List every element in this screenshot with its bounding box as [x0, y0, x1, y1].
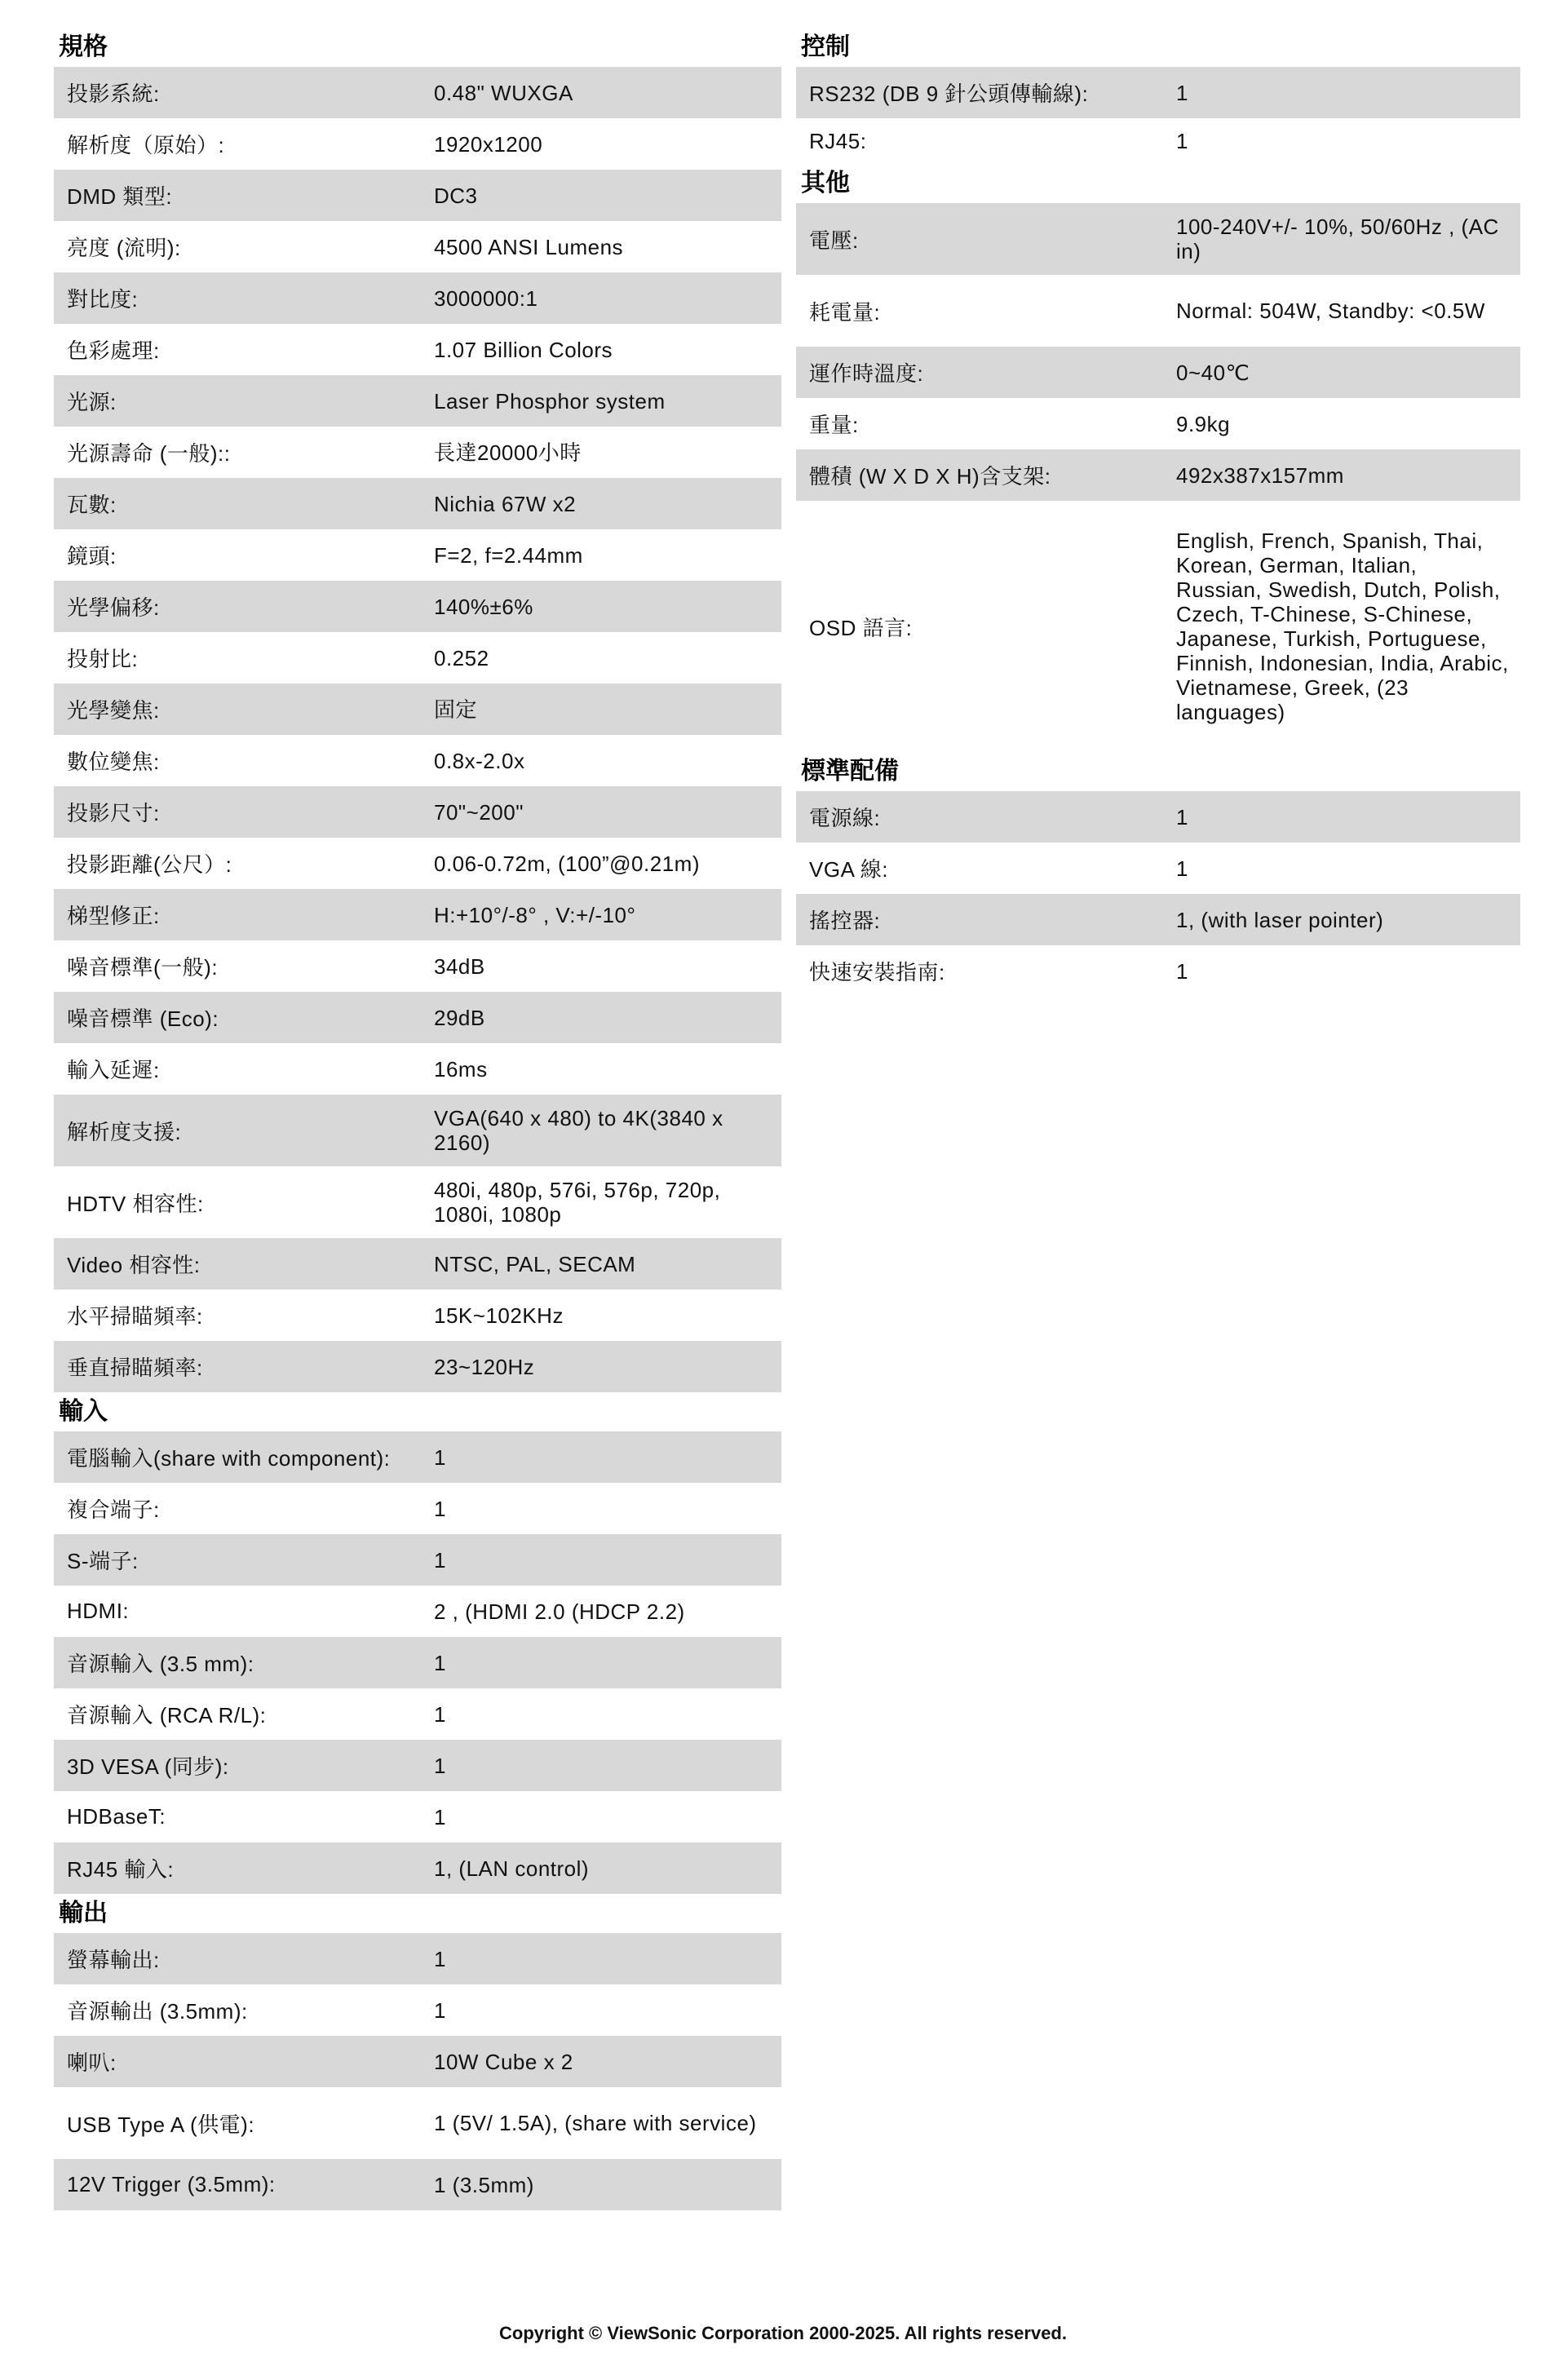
spec-row	[796, 501, 1520, 752]
spec-label: RS232 (DB 9 針公頭傳輸線):	[809, 82, 1089, 106]
spec-value: 長達20000小時	[434, 440, 582, 465]
spec-value: 4500 ANSI Lumens	[434, 234, 624, 259]
spec-value: 492x387x157mm	[1176, 462, 1344, 488]
spec-row	[54, 272, 781, 324]
spec-label: 光學變焦:	[67, 698, 160, 723]
spec-label: 投射比:	[67, 647, 139, 671]
spec-row	[54, 118, 781, 170]
spec-value: 1	[1176, 958, 1188, 984]
spec-value: 2 , (HDMI 2.0 (HDCP 2.2)	[434, 1599, 685, 1624]
spec-value: 100-240V+/- 10%, 50/60Hz , (AC in)	[1176, 215, 1499, 263]
spec-row	[54, 581, 781, 632]
spec-value: 0.252	[434, 645, 489, 670]
spec-label: 梯型修正:	[67, 904, 160, 928]
spec-row	[54, 1843, 781, 1894]
spec-row	[54, 786, 781, 838]
spec-row	[54, 2159, 781, 2210]
spec-label: OSD 語言:	[809, 615, 913, 640]
spec-row	[54, 324, 781, 375]
spec-value: 0.48" WUXGA	[434, 80, 573, 105]
spec-label: RJ45 輸入:	[67, 1857, 175, 1882]
spec-value: 0~40℃	[1176, 360, 1250, 385]
spec-label: 音源輸入 (RCA R/L):	[67, 1703, 267, 1727]
spec-label: HDMI:	[67, 1599, 130, 1623]
spec-row	[54, 1483, 781, 1534]
spec-row	[796, 791, 1520, 843]
spec-value: 34dB	[434, 953, 485, 979]
spec-value: 140%±6%	[434, 594, 533, 619]
spec-row	[54, 1095, 781, 1166]
spec-label: 垂直掃瞄頻率:	[67, 1356, 203, 1380]
spec-row	[54, 1740, 781, 1791]
spec-label: 螢幕輸出:	[67, 1948, 160, 1972]
spec-value: 29dB	[434, 1005, 485, 1030]
spec-label: 輸入延遲:	[67, 1058, 160, 1082]
spec-label: 噪音標準(一般):	[67, 955, 219, 980]
spec-row	[54, 1933, 781, 1984]
copyright-footer: Copyright © ViewSonic Corporation 2000-2025. All rights reserved.	[499, 2323, 1067, 2343]
spec-row	[54, 529, 781, 581]
spec-value: F=2, f=2.44mm	[434, 542, 583, 568]
spec-label: HDTV 相容性:	[67, 1191, 204, 1216]
spec-label: 搖控器:	[809, 909, 881, 933]
spec-row	[54, 889, 781, 940]
spec-value: 1, (LAN control)	[434, 1856, 590, 1881]
section-heading-specs: 規格	[59, 33, 108, 60]
spec-label: 運作時溫度:	[809, 361, 924, 386]
spec-value: 1	[1176, 856, 1188, 881]
spec-value: English, French, Spanish, Thai, Korean, German, Italian, Russian, Swedish, Dutch, Polish, Czech, T-Chinese, S-Chinese, Japanese, Turkish, Portuguese, Finnish, Indonesian, India, Arabic, Vietnamese, Greek, (23 languages)	[1176, 529, 1509, 724]
spec-label: 體積 (W X D X H)含支架:	[809, 464, 1051, 489]
spec-row	[796, 894, 1520, 945]
spec-value: VGA(640 x 480) to 4K(3840 x 2160)	[434, 1106, 723, 1155]
spec-label: 複合端子:	[67, 1497, 160, 1522]
spec-label: 投影系統:	[67, 82, 160, 106]
spec-label: RJ45:	[809, 128, 867, 153]
spec-label: Video 相容性:	[67, 1253, 201, 1277]
section-heading-control: 控制	[801, 33, 850, 60]
spec-value: 1	[434, 1701, 446, 1727]
spec-row	[54, 1791, 781, 1843]
spec-label: 投影距離(公尺）:	[67, 852, 232, 877]
spec-value: 0.06-0.72m, (100”@0.21m)	[434, 851, 700, 876]
spec-label: 解析度（原始）:	[67, 133, 225, 157]
spec-label: 對比度:	[67, 287, 139, 312]
spec-row	[54, 478, 781, 529]
spec-value: 1	[1176, 804, 1188, 829]
spec-row	[54, 735, 781, 786]
spec-value: 1	[434, 1650, 446, 1675]
spec-value: 固定	[434, 697, 478, 722]
spec-label: 色彩處理:	[67, 338, 160, 363]
spec-value: 1 (3.5mm)	[434, 2172, 534, 2197]
spec-label: 音源輸出 (3.5mm):	[67, 1999, 248, 2024]
spec-value: 70"~200"	[434, 799, 524, 825]
spec-row	[54, 2036, 781, 2087]
spec-value: 1.07 Billion Colors	[434, 337, 613, 362]
spec-row	[796, 275, 1520, 347]
spec-label: 12V Trigger (3.5mm):	[67, 2172, 276, 2196]
spec-value: 1	[434, 1444, 446, 1470]
spec-label: 重量:	[809, 413, 859, 437]
spec-value: 15K~102KHz	[434, 1303, 564, 1328]
spec-value: 1	[434, 1547, 446, 1573]
spec-row	[796, 398, 1520, 449]
spec-row	[796, 203, 1520, 275]
spec-row	[54, 838, 781, 889]
spec-value: 0.8x-2.0x	[434, 748, 525, 773]
spec-value: Nichia 67W x2	[434, 491, 577, 516]
spec-label: 光源壽命 (一般)::	[67, 441, 231, 466]
spec-row	[54, 1290, 781, 1341]
spec-row	[54, 632, 781, 683]
spec-row	[54, 1043, 781, 1095]
spec-label: 數位變焦:	[67, 750, 160, 774]
spec-row	[796, 843, 1520, 894]
spec-label: 電腦輸入(share with component):	[67, 1446, 391, 1471]
spec-label: 電壓:	[809, 228, 859, 253]
spec-label: 光源:	[67, 390, 117, 414]
spec-value: 1	[434, 1997, 446, 2023]
spec-label: 3D VESA (同步):	[67, 1754, 229, 1779]
spec-value: 1920x1200	[434, 131, 543, 157]
spec-label: S-端子:	[67, 1549, 139, 1573]
spec-row	[54, 940, 781, 992]
spec-value: 3000000:1	[434, 285, 538, 311]
spec-label: DMD 類型:	[67, 184, 173, 209]
spec-value: 480i, 480p, 576i, 576p, 720p, 1080i, 1080p	[434, 1178, 721, 1227]
spec-value: Laser Phosphor system	[434, 388, 666, 414]
spec-value: Normal: 504W, Standby: <0.5W	[1176, 299, 1485, 323]
right-spec-column	[796, 28, 1520, 997]
spec-value: 23~120Hz	[434, 1354, 535, 1379]
spec-label: 水平掃瞄頻率:	[67, 1304, 203, 1329]
spec-label: 音源輸入 (3.5 mm):	[67, 1652, 254, 1676]
spec-row	[796, 347, 1520, 398]
spec-value: DC3	[434, 183, 478, 208]
spec-value: 1	[434, 1946, 446, 1971]
spec-row	[54, 427, 781, 478]
spec-value: 10W Cube x 2	[434, 2049, 573, 2074]
spec-row	[54, 1688, 781, 1740]
spec-label: USB Type A (供電):	[67, 2112, 255, 2137]
spec-row	[54, 683, 781, 735]
spec-row	[54, 170, 781, 221]
spec-value: 1	[434, 1804, 446, 1829]
spec-row	[54, 1166, 781, 1238]
spec-label: 瓦數:	[67, 493, 117, 517]
spec-label: 投影尺寸:	[67, 801, 160, 825]
spec-value: H:+10°/-8° , V:+/-10°	[434, 902, 636, 927]
spec-label: 快速安裝指南:	[809, 960, 945, 984]
spec-row	[54, 1637, 781, 1688]
spec-label: HDBaseT:	[67, 1804, 166, 1829]
spec-row	[54, 1238, 781, 1290]
spec-row	[54, 375, 781, 427]
spec-row	[54, 221, 781, 272]
spec-row	[796, 67, 1520, 118]
spec-value: 1	[1176, 129, 1188, 153]
spec-value: NTSC, PAL, SECAM	[434, 1251, 636, 1276]
spec-label: 電源線:	[809, 806, 881, 830]
spec-row	[796, 945, 1520, 997]
spec-row	[54, 1586, 781, 1637]
section-heading-other: 其他	[801, 170, 850, 197]
spec-label: 喇叭:	[67, 2050, 117, 2075]
spec-value: 9.9kg	[1176, 411, 1231, 436]
spec-label: 耗電量:	[809, 299, 881, 325]
left-spec-column	[54, 28, 781, 2210]
spec-label: 鏡頭:	[67, 544, 117, 568]
spec-value: 1 (5V/ 1.5A), (share with service)	[434, 2111, 757, 2135]
spec-row	[796, 118, 1520, 164]
spec-row	[54, 2087, 781, 2159]
spec-row	[54, 1341, 781, 1392]
spec-label: 解析度支援:	[67, 1119, 182, 1144]
section-heading-output: 輸出	[59, 1900, 108, 1927]
spec-label: 亮度 (流明):	[67, 236, 181, 260]
spec-row	[54, 67, 781, 118]
spec-row	[54, 1984, 781, 2036]
spec-row	[796, 449, 1520, 501]
spec-label: VGA 線:	[809, 857, 888, 882]
spec-value: 1	[434, 1753, 446, 1778]
spec-label: 噪音標準 (Eco):	[67, 1006, 219, 1031]
spec-label: 光學偏移:	[67, 595, 160, 620]
section-heading-input: 輸入	[59, 1398, 108, 1425]
section-heading-accessories: 標準配備	[801, 758, 899, 785]
spec-value: 16ms	[434, 1056, 488, 1082]
spec-value: 1	[434, 1496, 446, 1521]
spec-row	[54, 992, 781, 1043]
spec-value: 1, (with laser pointer)	[1176, 907, 1384, 932]
spec-row	[54, 1431, 781, 1483]
spec-value: 1	[1176, 80, 1188, 105]
spec-row	[54, 1534, 781, 1586]
